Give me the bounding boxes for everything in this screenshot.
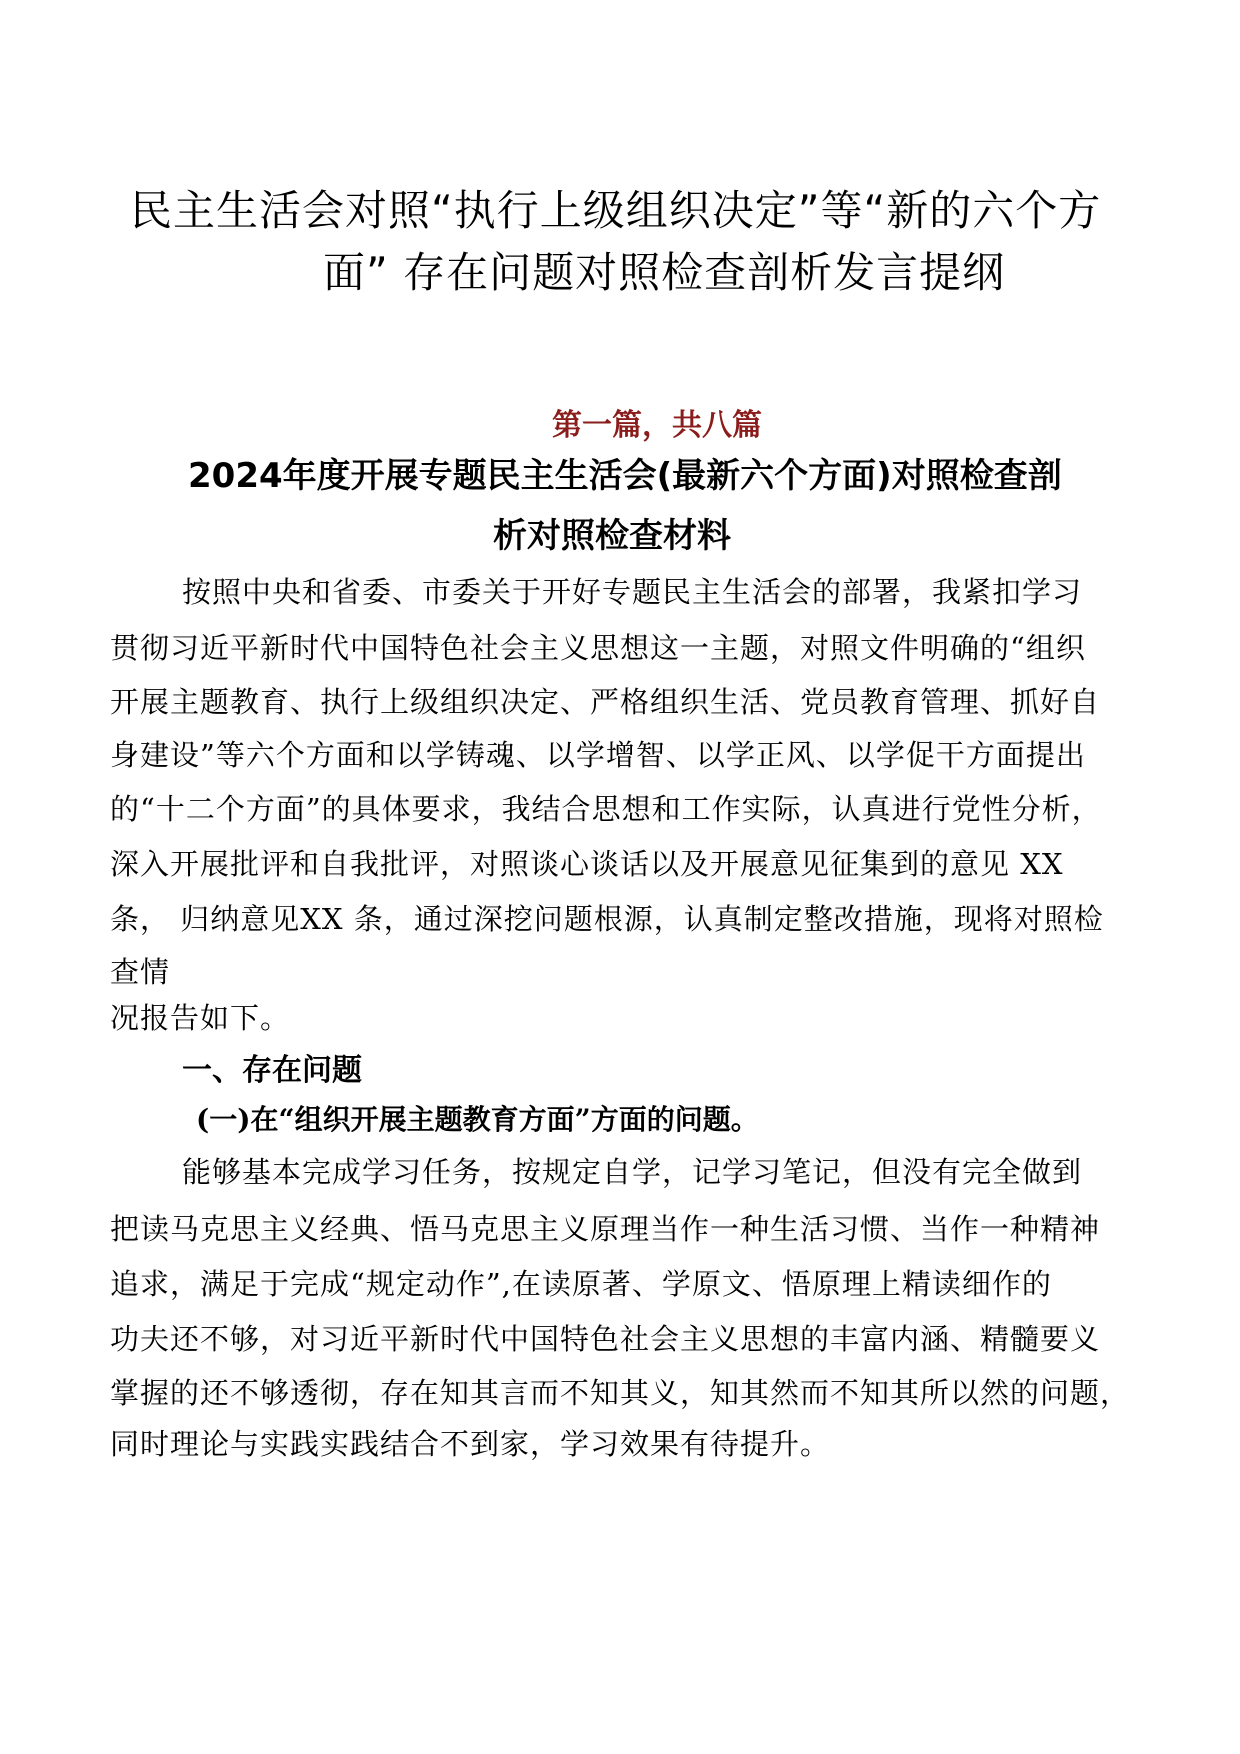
main-title-line-2: 面” 存在问题对照检查剖析发言提纲 xyxy=(323,248,1006,297)
problem-paragraph-line: 掌握的还不够透彻，存在知其言而不知其义，知其然而不知其所以然的问题， xyxy=(110,1376,1131,1410)
problem-paragraph-line: 功夫还不够，对习近平新时代中国特色社会主义思想的丰富内涵、精髓要义 xyxy=(110,1322,1101,1356)
intro-paragraph-line: 按照中央和省委、市委关于开好专题民主生活会的部署，我紧扣学习 xyxy=(182,575,1083,609)
section-heading-existing-problems: 一、存在问题 xyxy=(182,1053,362,1088)
problem-paragraph-line: 能够基本完成学习任务，按规定自学，记学习笔记，但没有完全做到 xyxy=(182,1155,1083,1189)
intro-paragraph-line: 条， 归纳意见XX 条，通过深挖问题根源，认真制定整改措施，现将对照检 xyxy=(110,902,1104,936)
part-label: 第一篇，共八篇 xyxy=(552,408,762,443)
intro-paragraph-line: 况报告如下。 xyxy=(110,1001,291,1035)
problem-paragraph-line: 把读马克思主义经典、悟马克思主义原理当作一种生活习惯、当作一种精神 xyxy=(110,1212,1101,1246)
doc-title-line-2: 析对照检查材料 xyxy=(493,516,731,556)
intro-paragraph-line: 开展主题教育、执行上级组织决定、严格组织生活、党员教育管理、抓好自 xyxy=(110,685,1101,719)
problem-paragraph-line: 同时理论与实践实践结合不到家，学习效果有待提升。 xyxy=(110,1427,831,1461)
intro-paragraph-line: 贯彻习近平新时代中国特色社会主义思想这一主题，对照文件明确的“组织 xyxy=(110,631,1086,665)
doc-title-line-1: 2024年度开展专题民主生活会(最新六个方面)对照检查剖 xyxy=(188,456,1062,496)
subsection-heading-theme-education: (一)在“组织开展主题教育方面”方面的问题。 xyxy=(196,1103,759,1136)
problem-paragraph-line: 追求，满足于完成“规定动作”,在读原著、学原文、悟原理上精读细作的 xyxy=(110,1267,1052,1301)
intro-paragraph-line: 深入开展批评和自我批评，对照谈心谈话以及开展意见征集到的意见 XX xyxy=(110,847,1064,881)
main-title-line-1: 民主生活会对照“执行上级组织决定”等“新的六个方 xyxy=(130,186,1102,235)
intro-paragraph-line: 身建设”等六个方面和以学铸魂、以学增智、以学正风、以学促干方面提出 xyxy=(110,738,1086,772)
intro-paragraph-line: 的“十二个方面”的具体要求，我结合思想和工作实际，认真进行党性分析， xyxy=(110,792,1102,826)
intro-paragraph-line: 查情 xyxy=(110,955,171,989)
